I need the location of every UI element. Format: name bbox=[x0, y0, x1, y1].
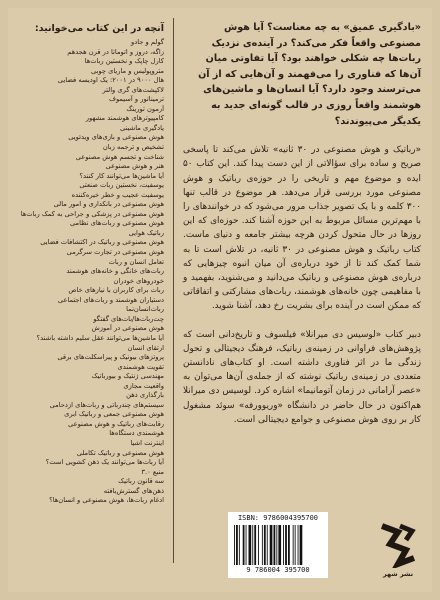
contents-item: لاکپشت‌های گری والتر bbox=[102, 85, 164, 94]
barcode-bar bbox=[249, 525, 252, 565]
barcode-bar bbox=[267, 525, 268, 565]
contents-item: یوسفیت، نخستین ربات صنعتی bbox=[79, 181, 164, 190]
barcode-bar bbox=[236, 525, 238, 565]
barcode-bar bbox=[283, 525, 284, 565]
barcode-bar bbox=[278, 525, 281, 565]
contents-item: آرمون تورینگ bbox=[126, 104, 164, 113]
editor-bio: دبیر کتاب «لوسیس دی میرانلا» فیلسوف و تاریخ‌دانی است که پژوهش‌های فراوانی در زمینه‌ی رباتیک، فرهنگ دیجیتالی و تحول زندگی ما در اثر فناوری داشته است. او کتاب‌های نادانستن متعددی در زمینه‌ی رباتیک نوشته که از جمله‌ی آن‌ها می‌توان به «عصر آرامانی در زمان آتومانیما» اشاره کرد. لوسیس دی میرانلا هم‌اکنون در حال حاضر در دانشگاه «وریوورفه» سوئد مشغول کار بر روی هوش مصنوعی و جوامع دیجیتالی است. bbox=[183, 329, 421, 425]
contents-item: سیستم‌های چندرباتی و ربات‌های ازدحامی bbox=[49, 400, 164, 409]
barcode-bar bbox=[254, 525, 256, 565]
contents-item: هوش مصنوعی و بازی‌های ویدئویی bbox=[68, 133, 164, 142]
contents-item: واقعیت مجازی bbox=[123, 381, 164, 390]
barcode-bar bbox=[293, 525, 294, 565]
contents-item: هوش مصنوعی و رباتیک در اکتشافات فضایی bbox=[40, 238, 164, 247]
contents-item: رقابت‌های رباتیک و هوش مصنوعی bbox=[68, 419, 164, 428]
contents-item: آیا ربات‌ها می‌توانند یک ذهن کشویی است؟ bbox=[45, 458, 164, 467]
contents-item: خودروهای خودران bbox=[113, 276, 164, 285]
contents-item: تقویت هوشمندی bbox=[117, 362, 164, 371]
barcode-bar bbox=[252, 525, 253, 565]
barcode-bar bbox=[262, 525, 263, 565]
column-divider bbox=[173, 18, 174, 563]
contents-item: هوش مصنوعی و ربات‌های نظامی bbox=[69, 219, 164, 228]
contents-item: ربات برای کاربران با نیازهای خاص bbox=[68, 286, 164, 295]
contents-item: ادغام ربات‌ها، هوش مصنوعی و انسان‌ها؟ bbox=[49, 496, 164, 505]
barcode-bar bbox=[243, 525, 245, 565]
barcode-digits: 9 786004 395700 bbox=[246, 566, 310, 574]
contents-item: آیا ماشین‌ها می‌توانند عقل سلیم داشته باشند؟ bbox=[36, 333, 164, 342]
barcode-bar bbox=[288, 525, 290, 565]
contents-item: هوش مصنوعی در آموزش bbox=[91, 324, 164, 333]
contents-item: تعامل انسان و ربات bbox=[108, 257, 164, 266]
barcode-bar bbox=[295, 525, 296, 565]
intro-questions: «بادگیری عمیق» به چه معناست؟ آیا هوش مصنوعی واقعاً فکر می‌کند؟ در آینده‌ی نزدیک ربات‌ها چه شکلی خواهند بود؟ آیا تفاوتی میان آن‌ها که فناوری را می‌فهمند و آن‌هایی که از آن می‌ترسند وجود دارد؟ آیا انسان‌ها و ماشین‌های هوشمند واقعاً روزی در قالب گونه‌ای جدید به یکدیگر می‌پیوندند؟ bbox=[198, 22, 421, 127]
contents-item: اینترنت اشیا bbox=[130, 438, 164, 447]
contents-item: بارگذاری ذهن bbox=[126, 391, 164, 400]
book-description: «رباتیک و هوش مصنوعی در ۳۰ ثانیه» تلاش می‌کند تا پاسخی صریح و ساده برای سؤالاتی از این دست پیدا کند. این کتاب ۵۰ ایده و موضوع مهم و تاریخی را در حوزه‌ی رباتیک و هوش مصنوعی مورد بررسی قرار می‌دهد. هر موضوع در قالب تنها ۳۰۰ کلمه و با یک تصویر جذاب مرور می‌شود که در خوانندهای را با مهم‌ترین مسائل مربوط به این حوزه آشنا کند. حوزه‌ای که این روزها در حال متحول کردن هرچه بیشتر جامعه و دنیای ماست. کتاب رباتیک و هوش مصنوعی در ۳۰ ثانیه، در تلاش است تا به شما کمک کند تا از خود درباره‌ی آن میان انبوه چیزهایی که درباره‌ی هوش مصنوعی و رباتیک می‌دانید و می‌شنوید، بفهمید و با مفاهیمی چون خانه‌های هوشمند، ربات‌های مشارکتی و اتفاقاتی که ممکن است در آینده برای بشریت رخ دهد، آشنا شوید. bbox=[183, 145, 421, 312]
contents-item: هوش مصنوعی در تجارت سرگرمی bbox=[66, 248, 164, 257]
contents-item: چت‌ربات‌ها/بات‌های گفتگو bbox=[93, 314, 164, 323]
contents-item: ارتقای انسان bbox=[127, 343, 164, 352]
contents-item: شناخت و تجسم هوش مصنوعی bbox=[75, 152, 164, 161]
contents-list bbox=[14, 22, 164, 506]
contents-item: کامپیوترهای هوشمند مشهور bbox=[85, 114, 164, 123]
publisher-name: نشر شهر bbox=[382, 570, 414, 578]
publisher-mark-icon bbox=[376, 522, 420, 568]
contents-item: هوش مصنوعی در بانکداری و امور مالی bbox=[53, 200, 164, 209]
contents-item: هوشمندی دستگاه‌ها bbox=[109, 429, 164, 438]
barcode-bars bbox=[234, 525, 322, 565]
contents-item: دستیاران هوشمند و ربات‌های اجتماعی bbox=[57, 295, 164, 304]
isbn-label: ISBN: 9786004395700 bbox=[237, 514, 319, 522]
contents-item: متروپولیس و ماریای چوبی bbox=[90, 66, 164, 75]
contents-item: سه قانون رباتیک bbox=[118, 477, 164, 486]
contents-item: پروتزهای بیونیک و پیراسکلت‌های برقی bbox=[57, 353, 164, 362]
contents-item: ربات‌انسان‌نما bbox=[126, 305, 164, 314]
contents-item: هوش مصنوعی و رباتیک تکاملی bbox=[76, 448, 164, 457]
publisher-logo bbox=[376, 522, 420, 584]
contents-item: تشخیص و ترجمه زبان bbox=[102, 143, 164, 152]
contents-item: ذهن‌های گسترش‌یافته bbox=[103, 486, 164, 495]
contents-item: هوش مصنوعی در پزشکی و جراحی به کمک ربات‌ها bbox=[20, 209, 164, 218]
barcode-bar bbox=[264, 525, 266, 565]
contents-item: یوسفیت عجیب و خطر خیره‌کننده bbox=[71, 190, 164, 199]
contents-item: زاگه، دروز و اتوماتا در قرن هجدهم bbox=[67, 47, 164, 56]
contents-item: هنر و هوش مصنوعی bbox=[105, 162, 164, 171]
barcode-bar bbox=[258, 525, 259, 565]
barcode-bar bbox=[300, 525, 303, 565]
barcode-bar bbox=[246, 525, 247, 565]
contents-item: منبع ۳.۰ bbox=[141, 467, 164, 476]
contents-item: آیا ماشین‌ها می‌توانند کار کنند؟ bbox=[79, 171, 164, 180]
contents-items bbox=[14, 38, 164, 506]
barcode-bar bbox=[239, 525, 240, 565]
contents-item: گولم و جادو bbox=[131, 38, 164, 46]
barcode-bar bbox=[298, 525, 299, 565]
barcode-bar bbox=[285, 525, 287, 565]
blurb-column bbox=[183, 20, 421, 427]
isbn-barcode bbox=[228, 512, 328, 578]
barcode-bar bbox=[276, 525, 277, 565]
contents-item: رباتیک هوایی bbox=[128, 228, 164, 237]
contents-title: آنچه در این کتاب می‌خوانید: bbox=[34, 23, 164, 34]
barcode-bar bbox=[234, 525, 235, 565]
contents-item: یادگیری ماشینی bbox=[120, 123, 164, 132]
contents-item: هوش مصنوعی جمعی و رباتیک ابری bbox=[64, 410, 164, 419]
barcode-bar bbox=[274, 525, 276, 565]
contents-item: کارل چاپک و نخستین ربات‌ها bbox=[84, 57, 164, 66]
barcode-bar bbox=[270, 525, 273, 565]
contents-item: ترمیناتور و آسیموف bbox=[109, 95, 164, 104]
contents-item: مهندسی ژنتیک و بیورباتیک bbox=[91, 372, 164, 381]
contents-item: ربات‌های خانگی و خانه‌های هوشمند bbox=[66, 267, 164, 276]
contents-item: هال ۹۰۰۰ در ۲۰۰۱: یک اودیسه فضایی bbox=[57, 76, 164, 85]
